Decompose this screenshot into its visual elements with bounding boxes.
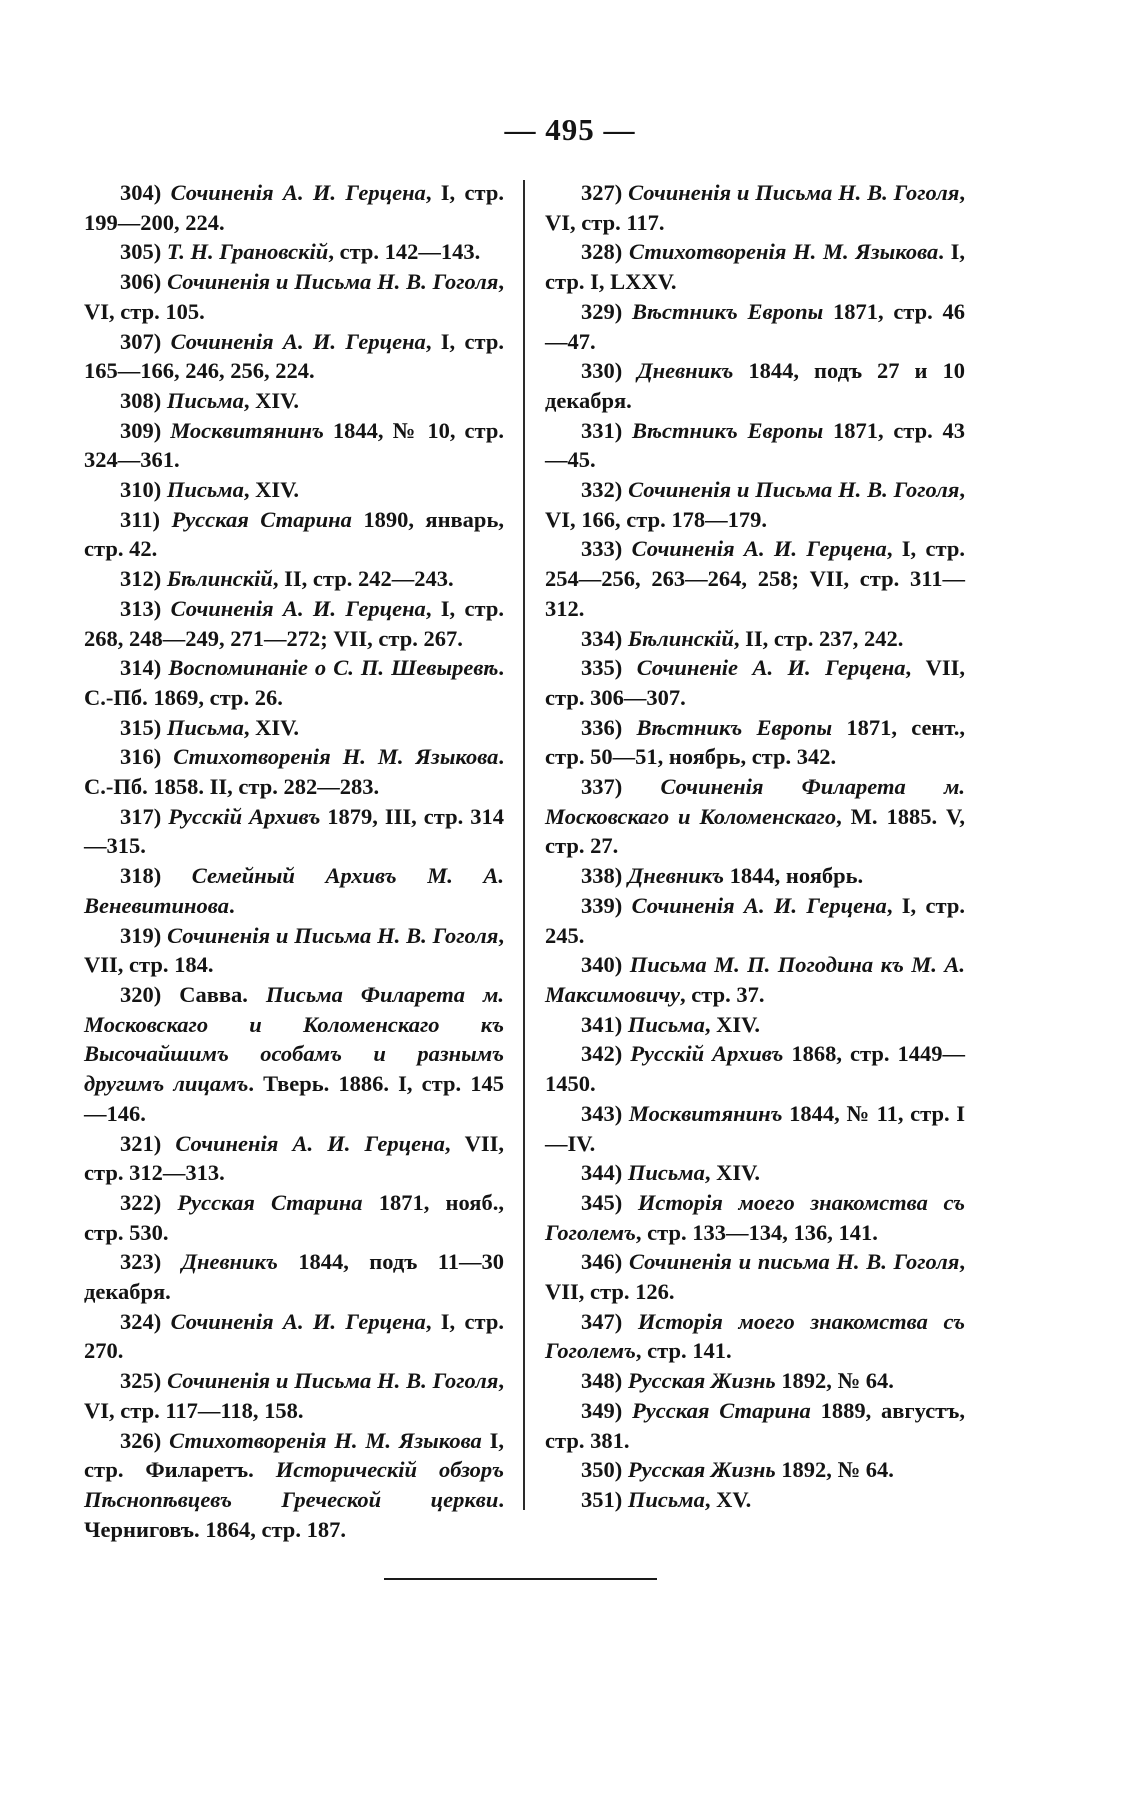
footnote-title: Сочиненія А. И. Герцена bbox=[170, 328, 426, 354]
footnote-342 bbox=[545, 1039, 965, 1098]
footnote-318 bbox=[84, 861, 504, 920]
footnote-title: Бѣлинскій bbox=[166, 566, 273, 592]
footnote-335 bbox=[545, 653, 965, 712]
footnote-311 bbox=[84, 505, 504, 564]
footnote-text: , VII, стр. 184. bbox=[84, 922, 504, 978]
footnote-text: , I, стр. 245. bbox=[545, 892, 965, 948]
footnote-text: , I, стр. 268, 248—249, 271—272; VII, стр. 267. bbox=[84, 595, 504, 651]
footnote-number: 334) bbox=[581, 625, 628, 651]
footnote-text: 1879, III, стр. 314—315. bbox=[84, 803, 504, 859]
footnote-text: , I, стр. 199—200, 224. bbox=[84, 180, 504, 235]
footnote-number: 320) Савва. bbox=[120, 981, 266, 1007]
footnote-number: 336) bbox=[581, 714, 637, 740]
footnote-text: . bbox=[228, 892, 235, 918]
footnote-315 bbox=[84, 713, 504, 743]
footnote-324 bbox=[84, 1307, 504, 1366]
footnote-title: Москвитянинъ bbox=[170, 417, 324, 443]
footnote-number: 350) bbox=[581, 1457, 628, 1483]
footnote-text: , стр. 37. bbox=[680, 981, 765, 1007]
footnote-number: 313) bbox=[120, 595, 171, 621]
footnote-336 bbox=[545, 713, 965, 772]
footnote-number: 315) bbox=[120, 714, 167, 740]
footnote-344 bbox=[545, 1158, 965, 1188]
footnote-text: 1892, № 64. bbox=[775, 1457, 894, 1483]
footnote-text: , XIV. bbox=[704, 1160, 761, 1186]
footnote-327 bbox=[545, 178, 965, 237]
footnote-number: 330) bbox=[581, 358, 638, 384]
footnote-title: Воспоминаніе о С. П. Шевыревѣ bbox=[168, 655, 499, 681]
footnote-text: 1871, нояб., стр. 530. bbox=[84, 1189, 504, 1245]
footnote-number: 332) bbox=[581, 477, 629, 503]
footnote-title: Историческій обзоръ Пѣснопѣвцевъ Греческой церкви bbox=[84, 1457, 504, 1512]
footnote-number: 347) bbox=[581, 1308, 638, 1334]
footnote-320 bbox=[84, 980, 504, 1129]
footnote-title: Письма bbox=[627, 1160, 705, 1186]
footnote-title: Дневникъ bbox=[637, 358, 734, 384]
footnote-text: . С.-Пб. 1858. II, стр. 282—283. bbox=[84, 744, 505, 800]
footnote-text: , XV. bbox=[704, 1486, 752, 1512]
bottom-rule bbox=[384, 1578, 657, 1580]
footnote-text: 1844, № 10, стр. 324—361. bbox=[84, 417, 504, 473]
footnote-334 bbox=[545, 624, 965, 654]
footnote-text: 1844, подъ 27 и 10 декабря. bbox=[545, 358, 965, 413]
footnote-310 bbox=[84, 475, 504, 505]
footnote-title: Сочиненія А. И. Герцена bbox=[631, 892, 887, 918]
footnote-title: Вѣстникъ Европы bbox=[632, 298, 824, 324]
footnote-title: Сочиненія и Письма Н. В. Гоголя bbox=[167, 1368, 499, 1394]
footnote-title: Вѣстникъ Европы bbox=[632, 417, 824, 443]
footnote-319 bbox=[84, 921, 504, 980]
footnote-number: 316) bbox=[120, 744, 174, 770]
footnote-text: , М. 1885. V, стр. 27. bbox=[545, 803, 965, 859]
footnote-title: Сочиненія А. И. Герцена bbox=[170, 595, 426, 621]
footnote-338 bbox=[545, 861, 965, 891]
footnote-number: 308) bbox=[120, 387, 167, 413]
footnote-title: Письма bbox=[627, 1011, 705, 1037]
footnote-title: Русская Старина bbox=[171, 506, 352, 532]
footnote-343 bbox=[545, 1099, 965, 1158]
footnote-number: 343) bbox=[581, 1100, 629, 1126]
footnote-321 bbox=[84, 1129, 504, 1188]
footnote-title: Сочиненія и письма Н. В. Гоголя bbox=[628, 1249, 960, 1275]
footnote-number: 325) bbox=[120, 1368, 168, 1394]
footnote-text: . Черниговъ. 1864, стр. 187. bbox=[84, 1486, 504, 1542]
footnote-309 bbox=[84, 416, 504, 475]
footnote-title: Дневникъ bbox=[181, 1249, 278, 1275]
footnote-345 bbox=[545, 1188, 965, 1247]
footnote-number: 338) bbox=[581, 863, 628, 889]
footnote-text: , XIV. bbox=[243, 477, 300, 503]
footnote-number: 317) bbox=[120, 803, 169, 829]
footnote-text: , I, стр. 254—256, 263—264, 258; VII, стр. 311—312. bbox=[545, 536, 965, 621]
footnote-title: Вѣстникъ Европы bbox=[636, 714, 833, 740]
footnote-number: 337) bbox=[581, 774, 661, 800]
footnote-number: 351) bbox=[581, 1486, 628, 1512]
footnote-313 bbox=[84, 594, 504, 653]
footnote-text: 1871, стр. 43—45. bbox=[545, 417, 966, 473]
footnote-title: Сочиненія А. И. Герцена bbox=[170, 1308, 426, 1334]
footnote-text: . I, стр. I, LXXV. bbox=[545, 239, 965, 295]
footnote-340 bbox=[545, 950, 965, 1009]
footnote-number: 318) bbox=[120, 863, 192, 889]
footnote-323 bbox=[84, 1247, 504, 1306]
footnote-number: 346) bbox=[581, 1249, 629, 1275]
footnote-title: Москвитянинъ bbox=[628, 1100, 783, 1126]
footnote-number: 340) bbox=[581, 952, 630, 978]
footnote-title: Сочиненія и Письма Н. В. Гоголя bbox=[167, 269, 499, 295]
footnote-title: Сочиненія А. И. Герцена bbox=[175, 1130, 445, 1156]
footnote-title: Русская Жизнь bbox=[627, 1368, 776, 1394]
footnote-346 bbox=[545, 1247, 965, 1306]
footnote-text: , XIV. bbox=[704, 1011, 761, 1037]
footnote-number: 329) bbox=[581, 298, 632, 324]
footnote-308 bbox=[84, 386, 504, 416]
left-column-notes bbox=[84, 178, 504, 1544]
footnote-text: , II, стр. 242—243. bbox=[272, 566, 454, 592]
footnote-title: Сочиненія А. И. Герцена bbox=[170, 180, 426, 205]
footnote-title: Русская Старина bbox=[177, 1189, 363, 1215]
footnote-322 bbox=[84, 1188, 504, 1247]
footnote-text: , VII, стр. 126. bbox=[545, 1249, 965, 1305]
footnote-number: 345) bbox=[581, 1189, 638, 1215]
footnote-text: , VI, стр. 117. bbox=[545, 180, 965, 235]
footnote-title: Русская Жизнь bbox=[627, 1457, 776, 1483]
footnote-339 bbox=[545, 891, 965, 950]
footnote-326 bbox=[84, 1426, 504, 1545]
footnote-text: 1871, стр. 46—47. bbox=[545, 298, 966, 354]
footnote-331 bbox=[545, 416, 965, 475]
footnote-text: 1844, ноябрь. bbox=[724, 863, 864, 889]
footnote-title: Исторія моего знакомства съ Гоголемъ bbox=[545, 1308, 965, 1364]
footnote-number: 331) bbox=[581, 417, 632, 443]
footnote-307 bbox=[84, 327, 504, 386]
footnote-title: Сочиненія и Письма Н. В. Гоголя bbox=[628, 477, 960, 503]
footnote-number: 305) bbox=[120, 239, 167, 265]
footnote-317 bbox=[84, 802, 504, 861]
footnote-title: Письма bbox=[627, 1486, 705, 1512]
footnote-title: Письма Филарета м. Московскаго и Коломенскаго къ Высочайшимъ особамъ и разнымъ другимъ лицамъ bbox=[84, 981, 504, 1097]
footnote-text: , VII, стр. 312—313. bbox=[84, 1130, 505, 1186]
footnote-number: 333) bbox=[581, 536, 632, 562]
footnote-title: Письма М. П. Погодина къ М. А. Максимовичу bbox=[545, 952, 965, 1007]
footnote-329 bbox=[545, 297, 965, 356]
footnote-text: , I, стр. 270. bbox=[84, 1308, 504, 1364]
footnote-text: I, стр. Филаретъ. bbox=[84, 1427, 504, 1483]
footnote-number: 349) bbox=[581, 1397, 633, 1423]
footnote-title: Сочиненіе А. И. Герцена bbox=[636, 655, 906, 681]
footnote-number: 348) bbox=[581, 1368, 628, 1394]
footnote-text: , VI, 166, стр. 178—179. bbox=[545, 477, 965, 532]
footnote-306 bbox=[84, 267, 504, 326]
footnote-text: 1892, № 64. bbox=[775, 1368, 894, 1394]
footnote-title: Стихотворенія Н. М. Языкова bbox=[629, 239, 939, 265]
footnote-347 bbox=[545, 1307, 965, 1366]
footnote-text: 1844, подъ 11—30 декабря. bbox=[84, 1249, 504, 1305]
footnote-title: Русская Старина bbox=[632, 1397, 811, 1423]
footnote-title: Дневникъ bbox=[627, 863, 725, 889]
column-divider bbox=[523, 180, 525, 1510]
right-column-notes bbox=[545, 178, 965, 1515]
footnote-number: 323) bbox=[120, 1249, 182, 1275]
footnote-number: 309) bbox=[120, 417, 171, 443]
footnote-text: 1871, сент., стр. 50—51, ноябрь, стр. 342. bbox=[545, 714, 966, 770]
footnote-351 bbox=[545, 1485, 965, 1515]
footnote-title: Семейный Архивъ М. А. Веневитинова bbox=[84, 863, 504, 918]
footnote-333 bbox=[545, 534, 965, 623]
footnote-314 bbox=[84, 653, 504, 712]
footnote-title: Письма bbox=[166, 477, 244, 503]
footnote-text: . Тверь. 1886. I, стр. 145—146. bbox=[84, 1071, 504, 1126]
footnote-number: 344) bbox=[581, 1160, 628, 1186]
footnote-text: . С.-Пб. 1869, стр. 26. bbox=[84, 655, 505, 710]
footnote-text: , II, стр. 237, 242. bbox=[733, 625, 904, 651]
footnote-312 bbox=[84, 564, 504, 594]
footnote-number: 306) bbox=[120, 269, 168, 295]
footnote-325 bbox=[84, 1366, 504, 1425]
footnote-title: Письма bbox=[166, 387, 244, 413]
footnote-title: Сочиненія и Письма Н. В. Гоголя bbox=[628, 180, 960, 205]
footnote-text: , стр. 141. bbox=[635, 1338, 732, 1364]
footnote-title: Письма bbox=[166, 714, 244, 740]
footnote-348 bbox=[545, 1366, 965, 1396]
footnote-number: 321) bbox=[120, 1130, 176, 1156]
footnote-text: , XIV. bbox=[243, 387, 300, 413]
footnote-text: 1844, № 11, стр. I—IV. bbox=[545, 1100, 965, 1156]
footnote-350 bbox=[545, 1455, 965, 1485]
footnote-number: 327) bbox=[581, 180, 629, 205]
footnote-number: 342) bbox=[581, 1041, 631, 1067]
footnote-number: 312) bbox=[120, 566, 167, 592]
footnote-title: Сочиненія А. И. Герцена bbox=[631, 536, 887, 562]
footnote-text: 1868, стр. 1449—1450. bbox=[545, 1041, 965, 1097]
footnote-number: 326) bbox=[120, 1427, 170, 1453]
footnote-number: 324) bbox=[120, 1308, 171, 1334]
footnote-text: , VI, стр. 117—118, 158. bbox=[84, 1368, 504, 1423]
footnote-title: Стихотворенія Н. М. Языкова bbox=[173, 744, 499, 770]
footnote-title: Стихотворенія Н. М. Языкова bbox=[169, 1427, 482, 1453]
footnote-title: Русскій Архивъ bbox=[630, 1041, 784, 1067]
footnote-text: , VI, стр. 105. bbox=[84, 269, 504, 324]
footnote-337 bbox=[545, 772, 965, 861]
footnote-number: 314) bbox=[120, 655, 169, 681]
footnote-number: 322) bbox=[120, 1189, 178, 1215]
footnote-number: 339) bbox=[581, 892, 632, 918]
footnote-330 bbox=[545, 356, 965, 415]
footnote-328 bbox=[545, 237, 965, 296]
footnote-title: Сочиненія и Письма Н. В. Гоголя bbox=[167, 922, 499, 948]
footnote-text: , XIV. bbox=[243, 714, 300, 740]
footnote-text: , стр. 142—143. bbox=[328, 239, 481, 265]
footnote-number: 311) bbox=[120, 506, 172, 532]
footnote-title: Сочиненія Филарета м. Московскаго и Коломенскаго bbox=[545, 774, 965, 829]
footnote-text: , I, стр. 165—166, 246, 256, 224. bbox=[84, 328, 504, 384]
footnote-number: 335) bbox=[581, 655, 637, 681]
footnote-title: Русскій Архивъ bbox=[168, 803, 321, 829]
footnote-text: , VII, стр. 306—307. bbox=[545, 655, 965, 710]
footnote-text: 1890, январь, стр. 42. bbox=[84, 506, 504, 562]
footnote-349 bbox=[545, 1396, 965, 1455]
page-number: — 495 — bbox=[504, 112, 636, 147]
footnote-number: 319) bbox=[120, 922, 168, 948]
footnote-number: 304) bbox=[120, 180, 171, 205]
footnote-number: 328) bbox=[581, 239, 629, 265]
footnote-332 bbox=[545, 475, 965, 534]
footnote-title: Т. Н. Грановскій bbox=[166, 239, 329, 265]
footnote-304 bbox=[84, 178, 504, 237]
footnote-title: Исторія моего знакомства съ Гоголемъ bbox=[545, 1189, 965, 1245]
footnote-number: 307) bbox=[120, 328, 171, 354]
footnote-text: , стр. 133—134, 136, 141. bbox=[635, 1219, 878, 1245]
footnote-number: 310) bbox=[120, 477, 167, 503]
footnote-316 bbox=[84, 742, 504, 801]
footnote-305 bbox=[84, 237, 504, 267]
footnote-title: Бѣлинскій bbox=[627, 625, 734, 651]
footnote-text: 1889, августъ, стр. 381. bbox=[545, 1397, 965, 1453]
footnote-number: 341) bbox=[581, 1011, 628, 1037]
footnote-341 bbox=[545, 1010, 965, 1040]
